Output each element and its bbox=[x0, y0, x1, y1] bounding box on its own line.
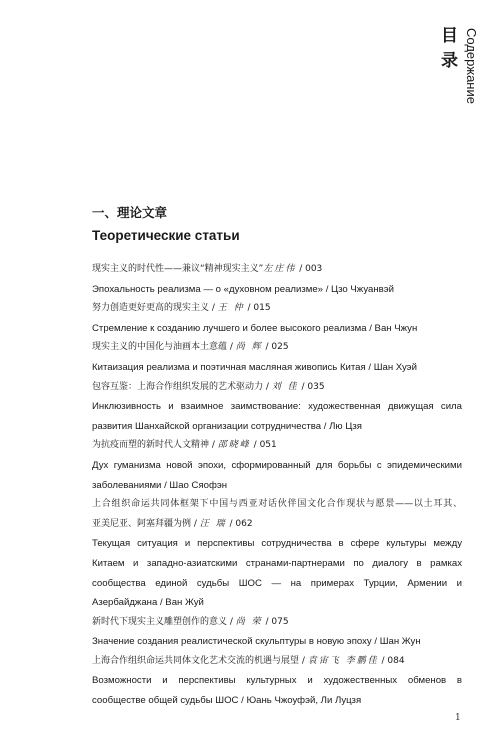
entry-author: 王 仲 bbox=[217, 303, 245, 314]
entry-separator: / bbox=[209, 303, 218, 314]
toc-entry-translation[interactable] bbox=[92, 280, 462, 300]
toc-entry-translation[interactable] bbox=[92, 476, 462, 496]
entry-separator: / bbox=[299, 655, 308, 666]
entry-page: 015 bbox=[253, 303, 271, 314]
entry-title: 上海合作组织命运共同体文化艺术交流的机遇与展望 bbox=[92, 655, 300, 666]
entry-author: 袁宙飞 李鹏佳 bbox=[307, 655, 379, 666]
entry-title: Текущая ситуация и перспективы сотрудничества в сфере культуры между bbox=[92, 538, 462, 550]
toc-entry-translation[interactable] bbox=[92, 397, 462, 417]
entry-page: 051 bbox=[259, 440, 277, 451]
entry-title: Инклюзивность и взаимное заимствование: художественная движущая сила bbox=[92, 401, 462, 413]
entry-title: 现实主义的中国化与油画本土意蕴 bbox=[92, 342, 228, 353]
toc-title-zh: 目录 bbox=[437, 26, 457, 76]
page-number: 1 bbox=[455, 713, 461, 723]
entry-title: Стремление к созданию лучшего и более высокого реализма / Ван Чжун bbox=[92, 322, 418, 334]
toc-list bbox=[92, 260, 462, 711]
toc-entry-translation[interactable] bbox=[92, 593, 462, 613]
entry-title: 努力创造更好更高的现实主义 bbox=[92, 303, 210, 314]
toc-entry[interactable] bbox=[92, 652, 462, 672]
entry-title: 亚美尼亚、阿塞拜疆为例 bbox=[92, 518, 192, 529]
entry-title: 现实主义的时代性——兼议“精神现实主义” bbox=[92, 264, 264, 274]
entry-separator: / bbox=[191, 518, 200, 529]
toc-entry-translation[interactable] bbox=[92, 456, 462, 476]
entry-separator: / bbox=[227, 342, 236, 353]
entry-author: 邵晓峰 bbox=[217, 440, 251, 451]
entry-title: Возможности и перспективы культурных и художественных обменов в bbox=[92, 675, 462, 687]
entry-separator: / bbox=[296, 264, 306, 274]
entry-title: 新时代下现实主义雕塑创作的意义 bbox=[92, 616, 228, 627]
entry-title: заболеваниями / Шао Сяофэн bbox=[92, 479, 228, 491]
toc-entry[interactable] bbox=[92, 338, 462, 358]
toc-entry[interactable] bbox=[92, 436, 462, 456]
entry-page: 075 bbox=[271, 616, 289, 627]
entry-separator: / bbox=[262, 342, 272, 353]
entry-title: Азербайджана / Ван Жуй bbox=[92, 597, 204, 609]
section-heading-zh: 一、理论文章 bbox=[92, 205, 168, 220]
entry-separator: / bbox=[378, 655, 388, 666]
toc-title bbox=[438, 26, 486, 116]
entry-separator: / bbox=[244, 303, 254, 314]
toc-entry-translation[interactable] bbox=[92, 554, 462, 574]
toc-entry-translation[interactable] bbox=[92, 691, 462, 711]
entry-page: 003 bbox=[305, 264, 323, 274]
toc-entry[interactable] bbox=[92, 515, 462, 535]
entry-title: Дух гуманизма новой эпохи, сформированный для борьбы с эпидемическими bbox=[92, 459, 462, 471]
toc-entry[interactable] bbox=[92, 495, 462, 515]
toc-entry-translation[interactable] bbox=[92, 358, 462, 378]
entry-author: 尚 辉 bbox=[235, 342, 263, 353]
entry-title: Значение создания реалистической скульптуры в новую эпоху / Шан Жун bbox=[92, 636, 421, 648]
entry-title: сообщества единой судьбы ШОС — на примерах Турции, Армении и bbox=[92, 577, 462, 589]
toc-entry-translation[interactable] bbox=[92, 574, 462, 594]
entry-title: 上合组织命运共同体框架下中国与西亚对话伙伴国文化合作现状与愿景——以土耳其、 bbox=[92, 499, 462, 510]
entry-page: 062 bbox=[235, 518, 253, 529]
entry-title: 为抗疫而塑的新时代人文精神 bbox=[92, 440, 210, 451]
toc-entry[interactable] bbox=[92, 613, 462, 633]
toc-title-ru: Содержание bbox=[464, 28, 479, 104]
entry-separator: / bbox=[227, 616, 236, 627]
entry-page: 025 bbox=[271, 342, 289, 353]
entry-title: 包容互鉴：上海合作组织发展的艺术驱动力 bbox=[92, 381, 264, 392]
entry-separator: / bbox=[298, 381, 308, 392]
entry-author: 汪 瑞 bbox=[199, 518, 227, 529]
entry-page: 084 bbox=[387, 655, 405, 666]
toc-entry[interactable] bbox=[92, 378, 462, 398]
toc-entry[interactable] bbox=[92, 260, 462, 280]
section-heading-ru: Теоретические статьи bbox=[92, 228, 240, 243]
entry-title: сообществе общей судьбы ШОС / Юань Чжоуфэй, Ли Луцзя bbox=[92, 695, 362, 707]
entry-author: 刘 佳 bbox=[271, 381, 299, 392]
entry-separator: / bbox=[262, 616, 272, 627]
entry-title: Китаизация реализма и поэтичная масляная живопись Китая / Шан Хуэй bbox=[92, 361, 417, 373]
toc-entry-translation[interactable] bbox=[92, 671, 462, 691]
entry-title: Китаем и западно-азиатскими странами-партнерами по диалогу в рамках bbox=[92, 557, 462, 569]
entry-separator: / bbox=[209, 440, 218, 451]
entry-title: Эпохальность реализма — о «духовном реализме» / Цзо Чжуанвэй bbox=[92, 283, 395, 295]
toc-entry-translation[interactable] bbox=[92, 417, 462, 437]
entry-separator: / bbox=[263, 381, 272, 392]
toc-entry-translation[interactable] bbox=[92, 319, 462, 339]
entry-author: 尚 荣 bbox=[235, 616, 263, 627]
entry-separator: / bbox=[226, 518, 236, 529]
entry-page: 035 bbox=[307, 381, 325, 392]
toc-entry[interactable] bbox=[92, 299, 462, 319]
toc-entry-translation[interactable] bbox=[92, 632, 462, 652]
entry-separator: / bbox=[250, 440, 260, 451]
entry-title: развития Шанхайской организации сотрудничества / Лю Цзя bbox=[92, 420, 362, 432]
entry-author: 左庄伟 bbox=[263, 264, 297, 274]
toc-entry-translation[interactable] bbox=[92, 534, 462, 554]
